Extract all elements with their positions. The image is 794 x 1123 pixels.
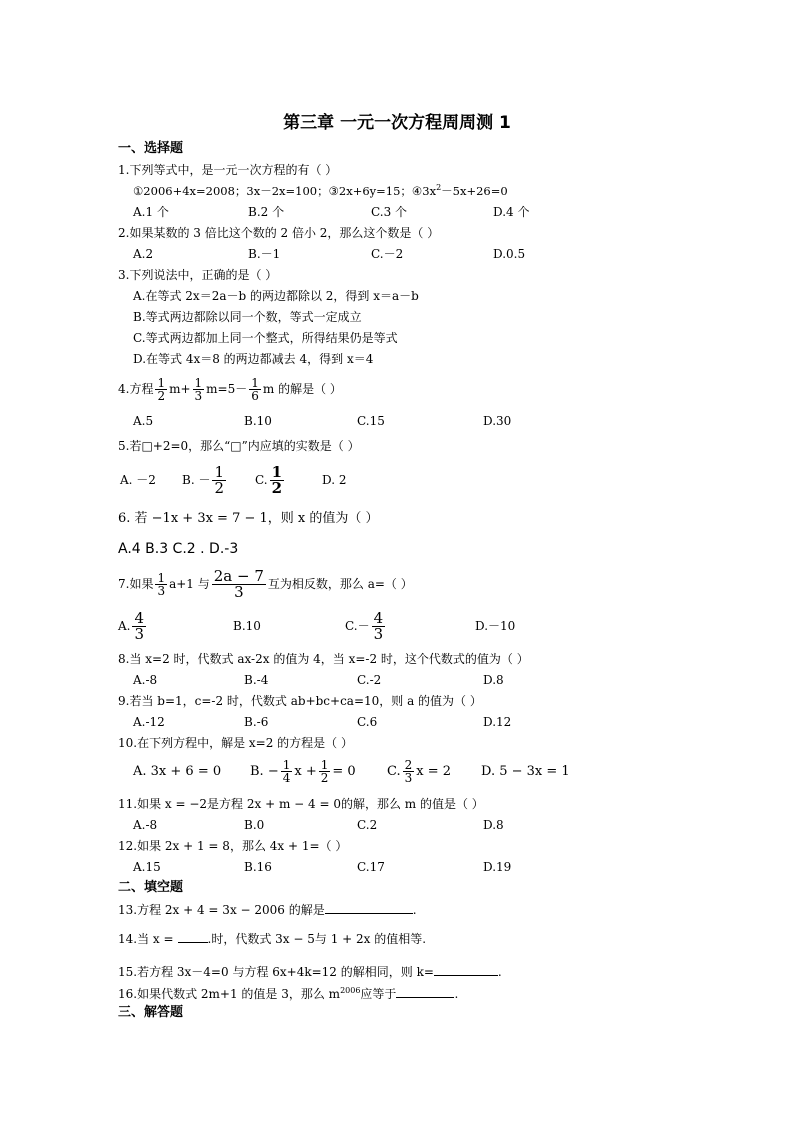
question-4-option-c[interactable]: C.15 [357, 414, 385, 428]
question-9-option-d[interactable]: D.12 [483, 715, 512, 729]
fraction [155, 572, 167, 597]
question-2-option-c[interactable]: C.－2 [371, 247, 404, 261]
page-title: 第三章 一元一次方程周周测 1 [283, 113, 511, 133]
question-8-stem: 8.当 x=2 时，代数式 ax-2x 的值为 4，当 x=-2 时，这个代数式的值为（ ） [118, 652, 529, 666]
question-14-end: .时，代数式 3x − 5与 1 + 2x 的值相等. [207, 932, 427, 946]
question-10-option-d[interactable]: D. 5 − 3x = 1 [481, 764, 570, 779]
question-10-option-b[interactable] [250, 754, 356, 790]
fraction-numerator: 1 [251, 376, 259, 390]
question-13-end: . [412, 903, 417, 917]
answer-blank[interactable] [434, 963, 498, 976]
question-14-text: 14.当 x = [118, 932, 174, 946]
question-10-stem: 10.在下列方程中，解是 x=2 的方程是（ ） [118, 736, 353, 750]
question-1-option-a[interactable]: A.1 个 [133, 205, 169, 219]
question-4-term-2: m=5－ [206, 382, 248, 396]
question-12-option-c[interactable]: C.17 [357, 860, 385, 874]
question-7-option-b[interactable]: B.10 [233, 619, 261, 633]
question-1-stem: 1.下列等式中，是一元一次方程的有（ ） [118, 163, 338, 177]
question-3-stem: 3.下列说法中，正确的是（ ） [118, 268, 278, 282]
question-5-stem: 5.若□+2=0，那么“□”内应填的实数是（ ） [118, 439, 360, 453]
fraction-numerator: 1 [214, 463, 224, 481]
fraction-denominator: 3 [194, 389, 203, 403]
question-16 [118, 985, 458, 1002]
fraction-denominator: 3 [134, 625, 145, 643]
question-13 [118, 901, 417, 918]
question-11-stem: 11.如果 x = −2是方程 2x + m − 4 = 0的解，那么 m 的值是（ ） [118, 797, 484, 811]
question-10-option-c-prefix: C. [387, 764, 401, 779]
fraction [270, 465, 284, 496]
question-7-prefix: 7.如果 [118, 577, 154, 591]
question-1-option-c[interactable]: C.3 个 [371, 205, 408, 219]
question-8-option-b[interactable]: B.-4 [244, 673, 269, 687]
question-9-option-b[interactable]: B.-6 [244, 715, 269, 729]
question-12-option-d[interactable]: D.19 [483, 860, 512, 874]
question-4-option-a[interactable]: A.5 [133, 414, 154, 428]
question-3-option-c[interactable]: C.等式两边都加上同一个整式，所得结果仍是等式 [133, 331, 398, 345]
fraction [212, 569, 266, 600]
question-7-term-1: a+1 与 [169, 577, 210, 591]
question-7-option-a-label: A. [118, 619, 131, 633]
question-1-option-d[interactable]: D.4 个 [493, 205, 530, 219]
question-11-option-a[interactable]: A.-8 [133, 818, 158, 832]
question-2-stem: 2.如果某数的 3 倍比这个数的 2 倍小 2，那么这个数是（ ） [118, 226, 440, 240]
fraction [403, 759, 415, 784]
fraction-denominator: 3 [404, 771, 413, 785]
fraction-numerator: 4 [134, 609, 145, 627]
fraction-denominator: 2 [320, 771, 329, 785]
question-12-option-b[interactable]: B.16 [244, 860, 272, 874]
fraction-denominator: 2 [271, 479, 283, 497]
question-7-option-c[interactable] [345, 606, 387, 646]
fraction-denominator: 6 [251, 389, 259, 403]
question-4-option-b[interactable]: B.10 [244, 414, 272, 428]
question-12-option-a[interactable]: A.15 [133, 860, 161, 874]
question-8-option-a[interactable]: A.-8 [133, 673, 158, 687]
question-5-option-c-label: C. [255, 473, 268, 487]
fraction-numerator: 1 [157, 376, 166, 390]
fraction-numerator: 4 [373, 609, 384, 627]
question-4-stem [118, 372, 342, 406]
fraction-denominator: 2 [214, 479, 224, 497]
question-7-option-a[interactable] [118, 606, 148, 646]
question-5-option-c[interactable] [255, 462, 286, 498]
fraction-numerator: 1 [271, 463, 283, 481]
question-8-option-d[interactable]: D.8 [483, 673, 504, 687]
section-heading-fill: 二、填空题 [118, 880, 184, 895]
question-2-option-b[interactable]: B.－1 [248, 247, 281, 261]
fraction [249, 377, 261, 402]
question-15 [118, 963, 502, 980]
question-1-option-b[interactable]: B.2 个 [248, 205, 285, 219]
answer-blank[interactable] [396, 985, 454, 998]
question-7-option-d[interactable]: D.－10 [475, 619, 516, 633]
question-5-option-a[interactable]: A. －2 [120, 473, 156, 487]
question-3-option-a[interactable]: A.在等式 2x＝2a－b 的两边都除以 2，得到 x＝a－b [133, 289, 419, 303]
question-1-items [133, 183, 508, 199]
question-16-text: 16.如果代数式 2m+1 的值是 3，那么 m [118, 987, 341, 1001]
question-9-option-c[interactable]: C.6 [357, 715, 378, 729]
fraction [212, 465, 226, 496]
question-11-option-b[interactable]: B.0 [244, 818, 265, 832]
question-11-option-c[interactable]: C.2 [357, 818, 378, 832]
question-7-stem [118, 564, 413, 604]
question-4-prefix: 4.方程 [118, 382, 154, 396]
question-16-end: . [454, 987, 459, 1001]
question-8-option-c[interactable]: C.-2 [357, 673, 382, 687]
question-10-option-c-post: x = 2 [416, 764, 452, 779]
question-4-option-d[interactable]: D.30 [483, 414, 512, 428]
question-10-option-b-prefix: B. − [250, 764, 279, 779]
question-7-term-2: 互为相反数，那么 a=（ ） [267, 577, 413, 591]
fraction-denominator: 2 [157, 389, 166, 403]
question-6-options[interactable]: A.4 B.3 C.2 . D.-3 [118, 541, 239, 557]
answer-blank[interactable] [325, 901, 413, 914]
question-2-option-a[interactable]: A.2 [133, 247, 154, 261]
question-15-text: 15.若方程 3x－4=0 与方程 6x+4k=12 的解相同，则 k= [118, 965, 434, 979]
question-7-option-c-label: C.－ [345, 619, 370, 633]
question-13-text: 13.方程 2x + 4 = 3x − 2006 的解是 [118, 903, 325, 917]
fraction [281, 759, 293, 784]
fraction [193, 377, 205, 402]
fraction [132, 611, 146, 642]
question-11-option-d[interactable]: D.8 [483, 818, 504, 832]
section-heading-choice: 一、选择题 [118, 141, 184, 156]
question-16-text-2: 应等于 [360, 987, 397, 1001]
fraction [319, 759, 331, 784]
question-10-option-c[interactable] [387, 754, 451, 790]
question-5-option-d[interactable]: D. 2 [322, 473, 347, 487]
fraction-denominator: 3 [373, 625, 384, 643]
question-3-option-d[interactable]: D.在等式 4x＝8 的两边都减去 4，得到 x＝4 [133, 352, 374, 366]
question-3-option-b[interactable]: B.等式两边都除以同一个数，等式一定成立 [133, 310, 362, 324]
question-2-option-d[interactable]: D.0.5 [493, 247, 526, 261]
question-15-end: . [497, 965, 502, 979]
question-10-option-b-mid: x + [294, 764, 317, 779]
question-10-option-b-post: = 0 [332, 764, 356, 779]
question-4-term-1: m+ [169, 382, 191, 396]
fraction-denominator: 4 [282, 771, 291, 785]
question-14 [118, 930, 426, 947]
section-heading-solve: 三、解答题 [118, 1005, 184, 1020]
fraction-numerator: 2 [404, 758, 413, 772]
fraction-numerator: 1 [320, 758, 329, 772]
question-16-exponent: 2006 [340, 986, 361, 995]
question-9-option-a[interactable]: A.-12 [133, 715, 165, 729]
fraction [372, 611, 386, 642]
question-5-option-b[interactable] [182, 462, 228, 498]
question-4-term-3: m 的解是（ ） [262, 382, 342, 396]
fraction-numerator: 1 [157, 571, 166, 585]
fraction-numerator: 1 [194, 376, 203, 390]
question-12-stem: 12.如果 2x + 1 = 8，那么 4x + 1=（ ） [118, 839, 348, 853]
question-10-option-a[interactable]: A. 3x + 6 = 0 [133, 764, 222, 779]
question-1-items-b: －5x+26=0 [441, 184, 508, 198]
question-5-option-b-label: B. － [182, 473, 211, 487]
question-1-items-a: ①2006+4x=2008；3x－2x=100；③2x+6y=15；④3x [133, 184, 437, 198]
answer-blank[interactable] [178, 930, 208, 943]
fraction-denominator: 3 [234, 583, 244, 601]
question-6-stem: 6. 若 −1x + 3x = 7 − 1，则 x 的值为（ ） [118, 511, 379, 526]
fraction-numerator: 1 [282, 758, 291, 772]
question-1-items-sup: 2 [436, 183, 442, 193]
fraction [155, 377, 167, 402]
fraction-denominator: 3 [157, 584, 166, 598]
question-9-stem: 9.若当 b=1，c=-2 时，代数式 ab+bc+ca=10，则 a 的值为（ ） [118, 694, 482, 708]
fraction-numerator: 2a − 7 [213, 567, 264, 585]
